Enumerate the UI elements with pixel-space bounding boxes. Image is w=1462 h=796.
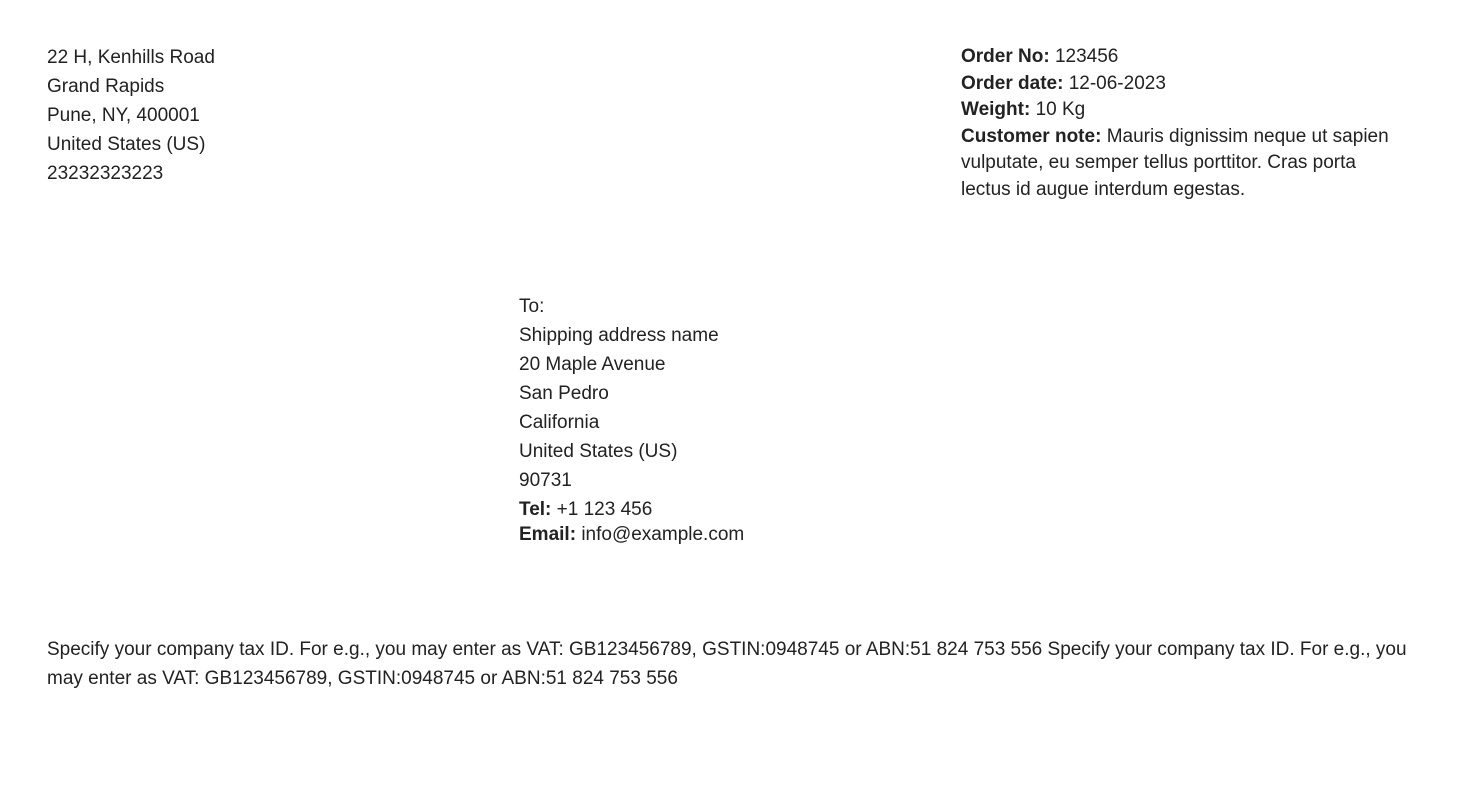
ship-to-state: California [519,412,600,433]
store-address-line: United States (US) [47,134,206,155]
order-number-value: 123456 [1054,46,1119,67]
order-meta-block [961,44,1398,203]
ship-to-city: San Pedro [519,383,609,404]
tel-label: Tel: [519,499,552,520]
ship-to-postcode: 90731 [519,470,572,491]
order-date-label: Order date: [961,72,1064,94]
store-address-line: 22 H, Kenhills Road [47,47,215,68]
customer-note-row [961,124,1398,204]
tel-value: +1 123 456 [556,499,653,520]
ship-to-name: Shipping address name [519,325,719,346]
store-address-line: Grand Rapids [47,76,165,97]
ship-to-heading: To: [519,296,545,317]
ship-to-address-line: 20 Maple Avenue [519,354,666,375]
weight-row [961,97,1398,124]
store-address-phone: 23232323223 [47,163,164,184]
order-date-value: 12-06-2023 [1068,72,1166,94]
store-address-line: Pune, NY, 400001 [47,105,200,126]
weight-label: Weight: [961,99,1031,120]
customer-note-label: Customer note: [961,125,1102,147]
order-number-row [961,44,1398,71]
ship-to-country: United States (US) [519,441,678,462]
customer-note-value: Mauris dignissim neque ut sapien vulputate, eu semper tellus porttitor. Cras porta lectus id augue interdum egestas. [961,125,1389,200]
email-value: info@example.com [581,524,745,545]
order-date-row [961,71,1398,98]
order-number-label: Order No: [961,46,1050,67]
email-label: Email: [519,524,577,545]
weight-value: 10 Kg [1035,99,1086,120]
email-row [519,520,744,549]
store-address-block [47,43,215,188]
ship-to-block [519,292,744,549]
footer-tax-note: Specify your company tax ID. For e.g., you may enter as VAT: GB123456789, GSTIN:0948745 or ABN:51 824 753 556 Specify your company tax ID. For e.g., you may enter as VAT: GB123456789, GSTIN:0948745 or ABN:51 824 753 556 [47,639,1407,689]
